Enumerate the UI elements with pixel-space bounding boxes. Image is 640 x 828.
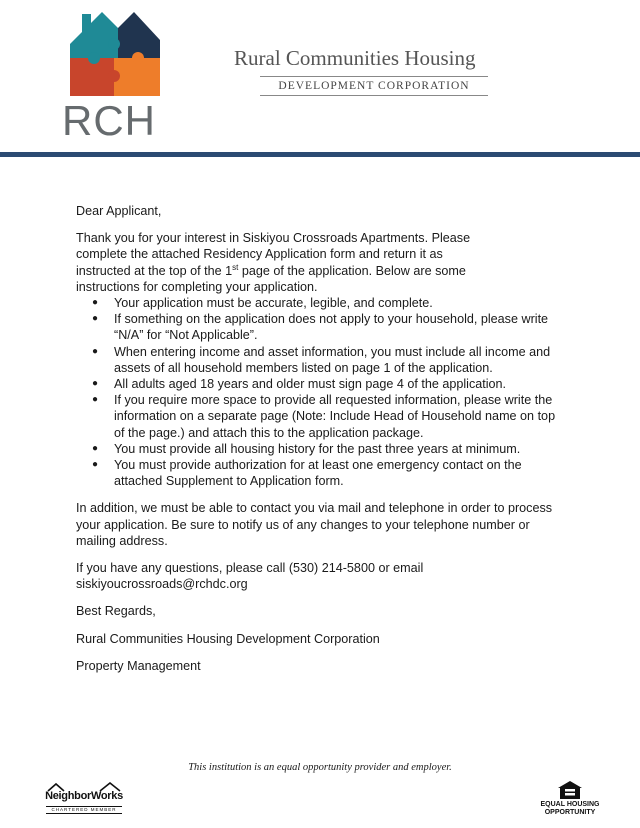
bullet-icon: ● xyxy=(92,313,99,325)
list-item: ● You must provide authorization for at least one emergency contact on the attached Supplement to Application form. xyxy=(92,458,522,489)
logo-red-piece xyxy=(70,58,114,96)
logo-chimney xyxy=(82,14,91,32)
closing: Best Regards, xyxy=(76,604,156,619)
logo-teal-piece xyxy=(70,12,118,58)
logo-navy-piece xyxy=(118,12,160,58)
questions-paragraph: If you have any questions, please call (530) 214-5800 or email siskiyoucrossroads@rchdc.org xyxy=(76,561,424,592)
equal-opportunity-statement: This institution is an equal opportunity provider and employer. xyxy=(188,762,452,773)
letter-body xyxy=(76,203,566,685)
list-item: ● Your application must be accurate, legible, and complete. xyxy=(92,296,433,311)
bullet-icon: ● xyxy=(92,459,99,471)
bullet-icon: ● xyxy=(92,394,99,406)
intro-paragraph: Thank you for your interest in Siskiyou Crossroads Apartments. Please complete the attached Residency Application form and return it as instructed at the top of the 1st page of the application. Below are some instructions for completing your application. xyxy=(76,231,471,294)
bullet-icon: ● xyxy=(92,442,99,454)
header-divider xyxy=(0,152,640,157)
equal-housing-logo xyxy=(535,780,605,824)
list-item: ● If you require more space to provide all requested information, please write the information on a separate page (Note: Include Head of Household name on top of the page.) and attach this to the application package. xyxy=(92,393,556,440)
bullet-icon: ● xyxy=(92,297,99,309)
equal-housing-text: EQUAL HOUSING OPPORTUNITY xyxy=(540,801,600,816)
contact-paragraph: In addition, we must be able to contact you via mail and telephone in order to process your application. Be sure to notify us of any changes to your telephone number or mailing address. xyxy=(76,501,553,548)
neighborworks-logo xyxy=(42,782,126,816)
list-item: ● All adults aged 18 years and older must sign page 4 of the application. xyxy=(92,377,507,392)
bullet-icon: ● xyxy=(92,345,99,357)
equal-housing-house-icon xyxy=(557,780,583,800)
neighborworks-chartered: CHARTERED MEMBER xyxy=(46,806,122,814)
list-item: ● If something on the application does not apply to your household, please write “N/A” for “Not Applicable”. xyxy=(92,312,549,343)
list-item: ● When entering income and asset information, you must include all income and assets of all household members listed on page 1 of the application. xyxy=(92,344,551,375)
org-subtitle: DEVELOPMENT CORPORATION xyxy=(260,76,488,96)
org-name: Rural Communities Housing xyxy=(234,46,476,70)
neighborworks-wordmark: NeighborWorks xyxy=(45,790,123,802)
rch-puzzle-house-logo-icon xyxy=(70,10,160,98)
signature-dept: Property Management xyxy=(76,658,201,673)
instructions-list xyxy=(76,295,566,489)
list-item: ● You must provide all housing history for the past three years at minimum. xyxy=(92,441,521,456)
rch-logo-text: RCH xyxy=(62,97,156,144)
salutation: Dear Applicant, xyxy=(76,204,162,218)
bullet-icon: ● xyxy=(92,378,99,390)
signature-org: Rural Communities Housing Development Corporation xyxy=(76,631,380,646)
